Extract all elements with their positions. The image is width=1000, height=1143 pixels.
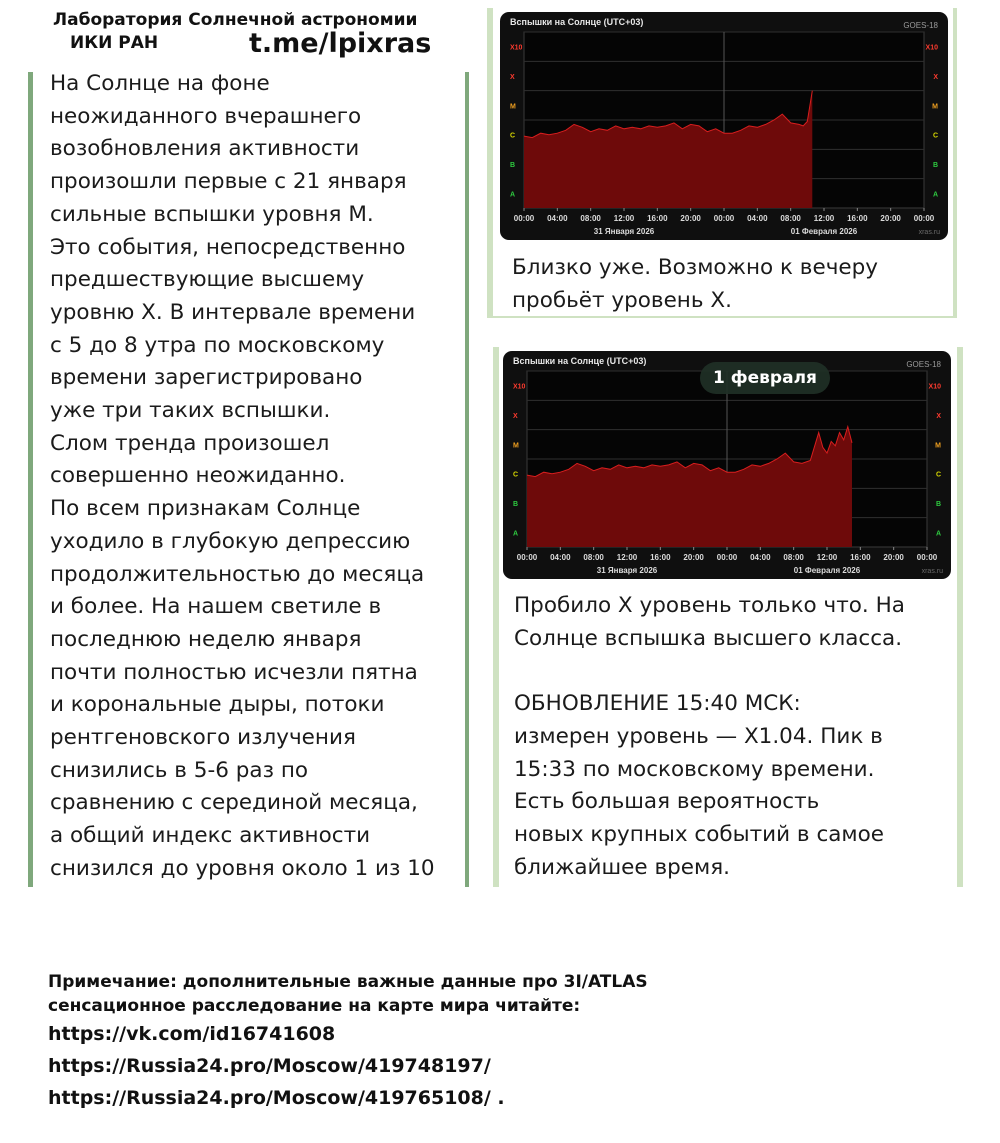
y-level-label-right: C xyxy=(935,471,941,479)
flare-chart-1 xyxy=(500,12,948,240)
x-tick-label: 04:00 xyxy=(750,553,771,562)
y-level-label-right: X10 xyxy=(928,383,941,391)
left-column-divider xyxy=(465,72,469,887)
text-line: Слом тренда произошел xyxy=(50,430,330,456)
text-line: сильные вспышки уровня М. xyxy=(50,201,374,227)
x-tick-label: 08:00 xyxy=(783,553,804,562)
y-level-label-left: M xyxy=(510,103,516,111)
text-line: ОБНОВЛЕНИЕ 15:40 МСК: xyxy=(514,691,801,717)
text-line: новых крупных событий в самое xyxy=(514,821,885,847)
text-line: времени зарегистрировано xyxy=(50,365,363,391)
x-tick-label: 00:00 xyxy=(713,214,735,223)
left-accent-bar xyxy=(28,72,33,887)
chart-source-label: GOES-18 xyxy=(906,360,941,369)
text-line: Пробило Х уровень только что. На xyxy=(514,593,905,618)
text-line xyxy=(514,655,905,688)
text-line: с 5 до 8 утра по московскому xyxy=(50,332,385,358)
x-tick-label: 08:00 xyxy=(583,553,604,562)
text-line: произошли первые с 21 января xyxy=(50,169,407,195)
y-level-label-left: C xyxy=(510,132,516,140)
note-line: сенсационное расследование на карте мира читайте: xyxy=(48,996,581,1016)
text-line: снизились в 5-6 раз по xyxy=(50,757,309,783)
x-tick-label: 00:00 xyxy=(913,214,935,223)
text-line: почти полностью исчезли пятна xyxy=(50,659,418,685)
text-line: 15:33 по московскому времени. xyxy=(514,756,875,782)
text-line: а общий индекс активности xyxy=(50,823,371,849)
y-level-label-right: C xyxy=(932,132,938,140)
x-tick-label: 20:00 xyxy=(880,214,901,223)
text-line: На Солнце на фоне xyxy=(50,71,270,96)
text-line: ближайшее время. xyxy=(514,854,730,880)
x-tick-label: 04:00 xyxy=(747,214,768,223)
date-label: 01 Февраля 2026 xyxy=(790,227,858,236)
y-level-label-left: X10 xyxy=(513,383,526,391)
flare-chart-1-svg xyxy=(500,12,948,240)
y-level-label-left: A xyxy=(513,530,519,538)
y-level-label-left: M xyxy=(513,442,519,450)
x-tick-label: 00:00 xyxy=(916,553,938,562)
text-line: Есть большая вероятность xyxy=(514,789,820,815)
x-tick-label: 12:00 xyxy=(613,214,635,223)
text-line: Это события, непосредственно xyxy=(50,234,406,260)
y-level-label-right: A xyxy=(932,191,938,199)
text-line: По всем признакам Солнце xyxy=(50,496,361,522)
text-line: измерен уровень — Х1.04. Пик в xyxy=(514,723,883,749)
text-line: совершенно неожиданно. xyxy=(50,463,346,489)
note-line: Примечание: дополнительные важные данные про 3I/ATLAS xyxy=(48,972,648,992)
text-line: Близко уже. Возможно к вечеру xyxy=(512,255,879,280)
x-tick-label: 12:00 xyxy=(813,214,835,223)
text-line: и корональные дыры, потоки xyxy=(50,692,385,718)
note-url[interactable]: https://Russia24.pro/Moscow/419765108/ . xyxy=(48,1087,505,1109)
x-tick-label: 00:00 xyxy=(513,214,535,223)
message-1-text xyxy=(512,252,878,317)
text-line: предшествующие высшему xyxy=(50,267,365,293)
x-tick-label: 12:00 xyxy=(616,553,638,562)
text-line: возобновления активности xyxy=(50,136,360,162)
y-level-label-right: A xyxy=(935,530,941,538)
y-level-label-left: B xyxy=(510,162,516,169)
text-line: рентгеновского излучения xyxy=(50,725,356,751)
date-label: 31 Января 2026 xyxy=(593,227,655,236)
text-line: Солнце вспышка высшего класса. xyxy=(514,625,903,651)
date-label: 31 Января 2026 xyxy=(596,566,658,575)
x-tick-label: 04:00 xyxy=(547,214,568,223)
y-level-label-right: B xyxy=(935,501,941,508)
text-line: уходило в глубокую депрессию xyxy=(50,528,411,554)
x-tick-label: 08:00 xyxy=(580,214,601,223)
note-url[interactable]: https://Russia24.pro/Moscow/419748197/ xyxy=(48,1055,491,1077)
left-post-text xyxy=(50,68,460,886)
watermark: xras.ru xyxy=(921,568,943,575)
chart-title: Вспышки на Солнце (UTC+03) xyxy=(513,356,647,366)
x-tick-label: 00:00 xyxy=(516,553,538,562)
y-level-label-right: M xyxy=(932,103,938,111)
x-tick-label: 08:00 xyxy=(780,214,801,223)
y-level-label-right: X10 xyxy=(925,44,938,52)
y-level-label-left: X xyxy=(513,413,518,420)
y-level-label-right: X xyxy=(933,74,938,81)
chart-source-label: GOES-18 xyxy=(903,21,938,30)
header-subtitle: ИКИ РАН xyxy=(70,33,159,53)
text-line: снизился до уровня около 1 из 10 xyxy=(50,855,435,881)
text-line: пробьёт уровень Х. xyxy=(512,287,732,313)
y-level-label-left: X xyxy=(510,74,515,81)
text-line: продолжительностью до месяца xyxy=(50,561,425,587)
x-tick-label: 12:00 xyxy=(816,553,838,562)
x-tick-label: 16:00 xyxy=(847,214,868,223)
y-level-label-left: C xyxy=(513,471,519,479)
text-line: уровню Х. В интервале времени xyxy=(50,299,416,325)
x-tick-label: 00:00 xyxy=(716,553,738,562)
note-url[interactable]: https://vk.com/id16741608 xyxy=(48,1023,336,1045)
date-label: 01 Февраля 2026 xyxy=(793,566,861,575)
message-2-text xyxy=(514,590,905,884)
y-level-label-right: X xyxy=(936,413,941,420)
watermark: xras.ru xyxy=(918,229,940,236)
x-tick-label: 20:00 xyxy=(683,553,704,562)
x-tick-label: 16:00 xyxy=(647,214,668,223)
text-line: последнюю неделю января xyxy=(50,626,362,652)
y-level-label-left: X10 xyxy=(510,44,523,52)
x-tick-label: 20:00 xyxy=(883,553,904,562)
x-tick-label: 04:00 xyxy=(550,553,571,562)
header-title: Лаборатория Солнечной астрономии xyxy=(53,10,418,30)
text-line: неожиданного вчерашнего xyxy=(50,103,362,129)
text-line: уже три таких вспышки. xyxy=(50,398,331,424)
date-pill: 1 февраля xyxy=(700,362,830,394)
y-level-label-left: A xyxy=(510,191,516,199)
x-tick-label: 16:00 xyxy=(850,553,871,562)
channel-link[interactable]: t.me/lpixras xyxy=(249,28,432,59)
y-level-label-left: B xyxy=(513,501,519,508)
x-tick-label: 20:00 xyxy=(680,214,701,223)
text-line: и более. На нашем светиле в xyxy=(50,594,382,620)
y-level-label-right: M xyxy=(935,442,941,450)
text-line: сравнению с серединой месяца, xyxy=(50,790,418,816)
chart-title: Вспышки на Солнце (UTC+03) xyxy=(510,17,644,27)
x-tick-label: 16:00 xyxy=(650,553,671,562)
footer-note xyxy=(48,970,648,1114)
y-level-label-right: B xyxy=(932,162,938,169)
